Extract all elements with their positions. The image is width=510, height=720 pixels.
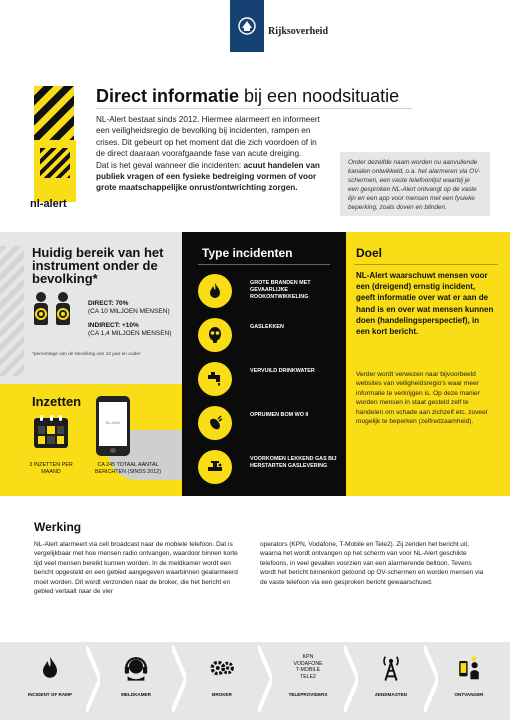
inzetten-title: Inzetten xyxy=(32,394,82,409)
incident-types-title: Type incidenten xyxy=(202,246,293,260)
werking-title: Werking xyxy=(34,520,82,534)
antenna-icon xyxy=(377,654,405,682)
receiver-icon xyxy=(455,654,483,682)
flow-step-meldkamer: MELDKAMER xyxy=(98,648,174,712)
flow-step-teleproviders: KPN VODAFONE T-MOBILE TELE2 TELEPROVIDERS xyxy=(270,648,346,712)
person-direct-icon xyxy=(56,292,70,326)
intro-paragraph-1: NL-Alert bestaat sinds 2012. Hiermee alarmeert en informeert een veiligheidsregio de bevolking bij incidenten, rampen en crises. Dit gebeurt op het moment dat die zich voordoen of in de direct daaraan voorafgaande fase van acute dreiging. xyxy=(96,115,320,159)
incident-item: OPRUIMEN BOM WO II xyxy=(198,402,338,446)
title-divider xyxy=(96,108,412,109)
intro-text xyxy=(96,114,322,194)
goal-divider xyxy=(354,264,498,265)
decorative-stripes xyxy=(0,246,24,376)
flame-icon xyxy=(36,654,64,682)
flame-icon xyxy=(205,281,225,301)
bomb-icon xyxy=(205,413,225,433)
gears-icon xyxy=(208,654,236,682)
goal-text: Verder wordt verwezen naar bijvoorbeeld websites van veiligheidsregio's waar meer informatie te verkrijgen is. Op deze manier worden mensen in staat gesteld zelf te handelen om schade aan zichzelf etc. zoveel mogelijk te beperken (zelfredzaamheid). xyxy=(356,371,488,426)
goal-title: Doel xyxy=(356,246,383,260)
water-tap-icon xyxy=(205,369,225,389)
incident-item: VERVUILD DRINKWATER xyxy=(198,358,338,402)
goal-summary: NL-Alert waarschuwt mensen voor een (dreigend) ernstig incident, geeft informatie over wat er aan de hand is en over wat mensen kunnen doen (handelingsperspectief), in een kort bericht. xyxy=(356,271,494,337)
incident-item: GASLEKKEN xyxy=(198,314,338,358)
reach-direct: DIRECT: 70% (CA 10 MILJOEN MENSEN) xyxy=(88,300,170,315)
incident-types-divider xyxy=(198,264,330,265)
crest-icon xyxy=(236,15,258,37)
note-box: Onder dezelfde naam worden nu aanvullende kanalen ontwikkeld, o.a. het alarmeren via OV-schermen, een vaste telefoonlijst waarbij je een gesproken NL-Alert ontvangt op de vaste lijn en een app voor mensen met een fysieke beperking, zoals doven en blinden. xyxy=(340,152,490,216)
reach-title: Huidig bereik van het instrument onder de bevolking* xyxy=(32,245,164,286)
werking-column-2: operators (KPN, Vodafone, T-Mobile en Tele2). Zij zenden het bericht uit, waarna het wordt ontvangen op het scherm van voor NL-Alert geschikte telefoons, in veel gevallen voorzien van een alarmerende beltoon. Tevens wordt het bericht binnenkort getoond op OV-schermen en worden mensen via de vaste telefoon via een gesproken bericht gewaarschuwd. xyxy=(260,541,484,586)
reach-indirect: INDIRECT: +10% (CA 1,4 MILJOEN MENSEN) xyxy=(88,322,172,337)
gas-valve-icon xyxy=(205,457,225,477)
flow-step-ontvanger: ONTVANGER xyxy=(436,648,502,712)
nl-alert-logo xyxy=(34,140,76,202)
flow-step-broker: BROKER xyxy=(184,648,260,712)
rijksoverheid-logo xyxy=(230,0,264,52)
intro-paragraph-2: Dat is het geval wanneer die incidenten: acuut handelen van publiek vragen of een fysieke bedreiging vormen of voor grote maatschappelijke onrust/ontwrichting zorgen. xyxy=(96,160,320,193)
page-title: Direct informatie bij een noodsituatie xyxy=(96,86,400,106)
brand-name: Rijksoverheid xyxy=(268,26,328,37)
provider-list: KPN VODAFONE T-MOBILE TELE2 xyxy=(293,654,323,680)
reach-footnote: *percentage van de bevolking van 12 jaar en ouder xyxy=(32,352,141,357)
inzetten-total: CA 245 TOTAAL AANTAL BERICHTEN (SINDS 2012) xyxy=(94,462,162,475)
nl-alert-logo-text: nl-alert xyxy=(30,198,67,210)
inzetten-per-month: 3 INZETTEN PER MAAND xyxy=(29,462,73,475)
incident-item: VOORKOMEN LEKKEND GAS BIJ HERSTARTEN GASLEVERING xyxy=(198,446,338,490)
flow-step-zendmasten: ZENDMASTEN xyxy=(356,648,426,712)
gas-mask-icon xyxy=(205,325,225,345)
incident-item: GROTE BRANDEN MET GEVAARLIJKE ROOKONTWIKKELING xyxy=(198,270,338,314)
werking-column-1: NL-Alert alarmeert via cell broadcast naar de mobiele telefoon. Dat is vergelijkbaar met hoe mensen radio ontvangen, waardoor binnen korte tijd veel mensen bereikt kunnen worden. In de meldkamer wordt een bericht opgesteld en een gebied aangegeven waarbinnen gealarmeerd moet worden. Dit wordt verzonden naar de broker, die het bericht en gebied vertaalt naar de vier xyxy=(34,541,238,596)
phone-icon xyxy=(96,396,130,456)
calendar-icon xyxy=(34,418,68,448)
headset-icon xyxy=(122,654,150,682)
flow-step-incident: INCIDENT OF RAMP xyxy=(12,648,88,712)
phone-screen-text: NL-Alert xyxy=(99,402,127,446)
hazard-stripes xyxy=(34,86,74,144)
